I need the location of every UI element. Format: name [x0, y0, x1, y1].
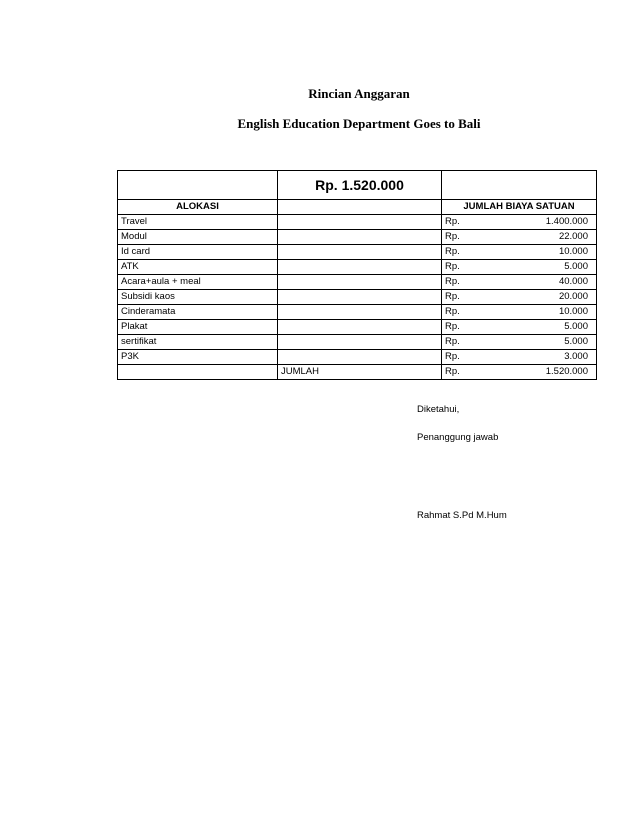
- table-row: [118, 230, 597, 245]
- amount-value: 5.000: [564, 336, 588, 347]
- table-row: [118, 215, 597, 230]
- sum-amount-cell: [442, 365, 597, 380]
- blank-cell: [278, 350, 442, 365]
- amount-value: 10.000: [558, 306, 588, 317]
- currency-label: Rp.: [445, 351, 460, 362]
- amount-value: 5.000: [564, 321, 588, 332]
- amount-cell: [442, 350, 597, 365]
- blank-cell: [118, 365, 278, 380]
- item-name: Acara+aula + meal: [118, 275, 278, 290]
- document-title: Rincian Anggaran: [308, 86, 410, 101]
- header-unit-cost: JUMLAH BIAYA SATUAN: [442, 200, 597, 215]
- amount-value: 20.000: [558, 291, 588, 302]
- blank-cell: [278, 215, 442, 230]
- amount-value: 3.000: [564, 351, 588, 362]
- amount-cell: [442, 320, 597, 335]
- blank-cell: [442, 171, 597, 200]
- responsible-role-text: Penanggung jawab: [417, 432, 499, 443]
- currency-label: Rp.: [445, 276, 460, 287]
- sum-amount-value: 1.520.000: [545, 366, 588, 377]
- item-name: P3K: [118, 350, 278, 365]
- amount-cell: [442, 290, 597, 305]
- blank-cell: [278, 335, 442, 350]
- amount-value: 22.000: [558, 231, 588, 242]
- item-name: Travel: [118, 215, 278, 230]
- amount-value: 5.000: [564, 261, 588, 272]
- blank-cell: [278, 290, 442, 305]
- sum-row: [118, 365, 597, 380]
- table-row: [118, 320, 597, 335]
- blank-cell: [118, 171, 278, 200]
- amount-cell: [442, 260, 597, 275]
- header-allocation: ALOKASI: [118, 200, 278, 215]
- amount-value: 40.000: [558, 276, 588, 287]
- document-subtitle: English Education Department Goes to Bali: [237, 116, 481, 131]
- item-name: sertifikat: [118, 335, 278, 350]
- table-row: [118, 335, 597, 350]
- currency-label: Rp.: [445, 321, 460, 332]
- amount-cell: [442, 230, 597, 245]
- currency-label: Rp.: [445, 246, 460, 257]
- amount-cell: [442, 245, 597, 260]
- sum-label: JUMLAH: [278, 365, 442, 380]
- blank-cell: [278, 230, 442, 245]
- blank-cell: [278, 245, 442, 260]
- blank-cell: [278, 305, 442, 320]
- item-name: Modul: [118, 230, 278, 245]
- blank-cell: [278, 200, 442, 215]
- table-row: [118, 305, 597, 320]
- currency-label: Rp.: [445, 291, 460, 302]
- item-name: ATK: [118, 260, 278, 275]
- grand-total-row: [118, 171, 597, 200]
- item-name: Id card: [118, 245, 278, 260]
- amount-value: 10.000: [558, 246, 588, 257]
- signatory-name: Rahmat S.Pd M.Hum: [417, 510, 507, 521]
- blank-cell: [278, 260, 442, 275]
- item-name: Subsidi kaos: [118, 290, 278, 305]
- currency-label: Rp.: [445, 336, 460, 347]
- table-row: [118, 275, 597, 290]
- table-row: [118, 290, 597, 305]
- currency-label: Rp.: [445, 261, 460, 272]
- table-row: [118, 245, 597, 260]
- currency-label: Rp.: [445, 366, 460, 377]
- blank-cell: [278, 320, 442, 335]
- amount-cell: [442, 215, 597, 230]
- table-row: [118, 350, 597, 365]
- currency-label: Rp.: [445, 216, 460, 227]
- header-row: [118, 200, 597, 215]
- item-name: Plakat: [118, 320, 278, 335]
- known-by-text: Diketahui,: [417, 404, 460, 415]
- table-row: [118, 260, 597, 275]
- amount-cell: [442, 305, 597, 320]
- blank-cell: [278, 275, 442, 290]
- budget-table: [117, 170, 597, 380]
- currency-label: Rp.: [445, 231, 460, 242]
- grand-total: Rp. 1.520.000: [278, 171, 442, 200]
- currency-label: Rp.: [445, 306, 460, 317]
- amount-cell: [442, 335, 597, 350]
- item-name: Cinderamata: [118, 305, 278, 320]
- amount-value: 1.400.000: [545, 216, 588, 227]
- amount-cell: [442, 275, 597, 290]
